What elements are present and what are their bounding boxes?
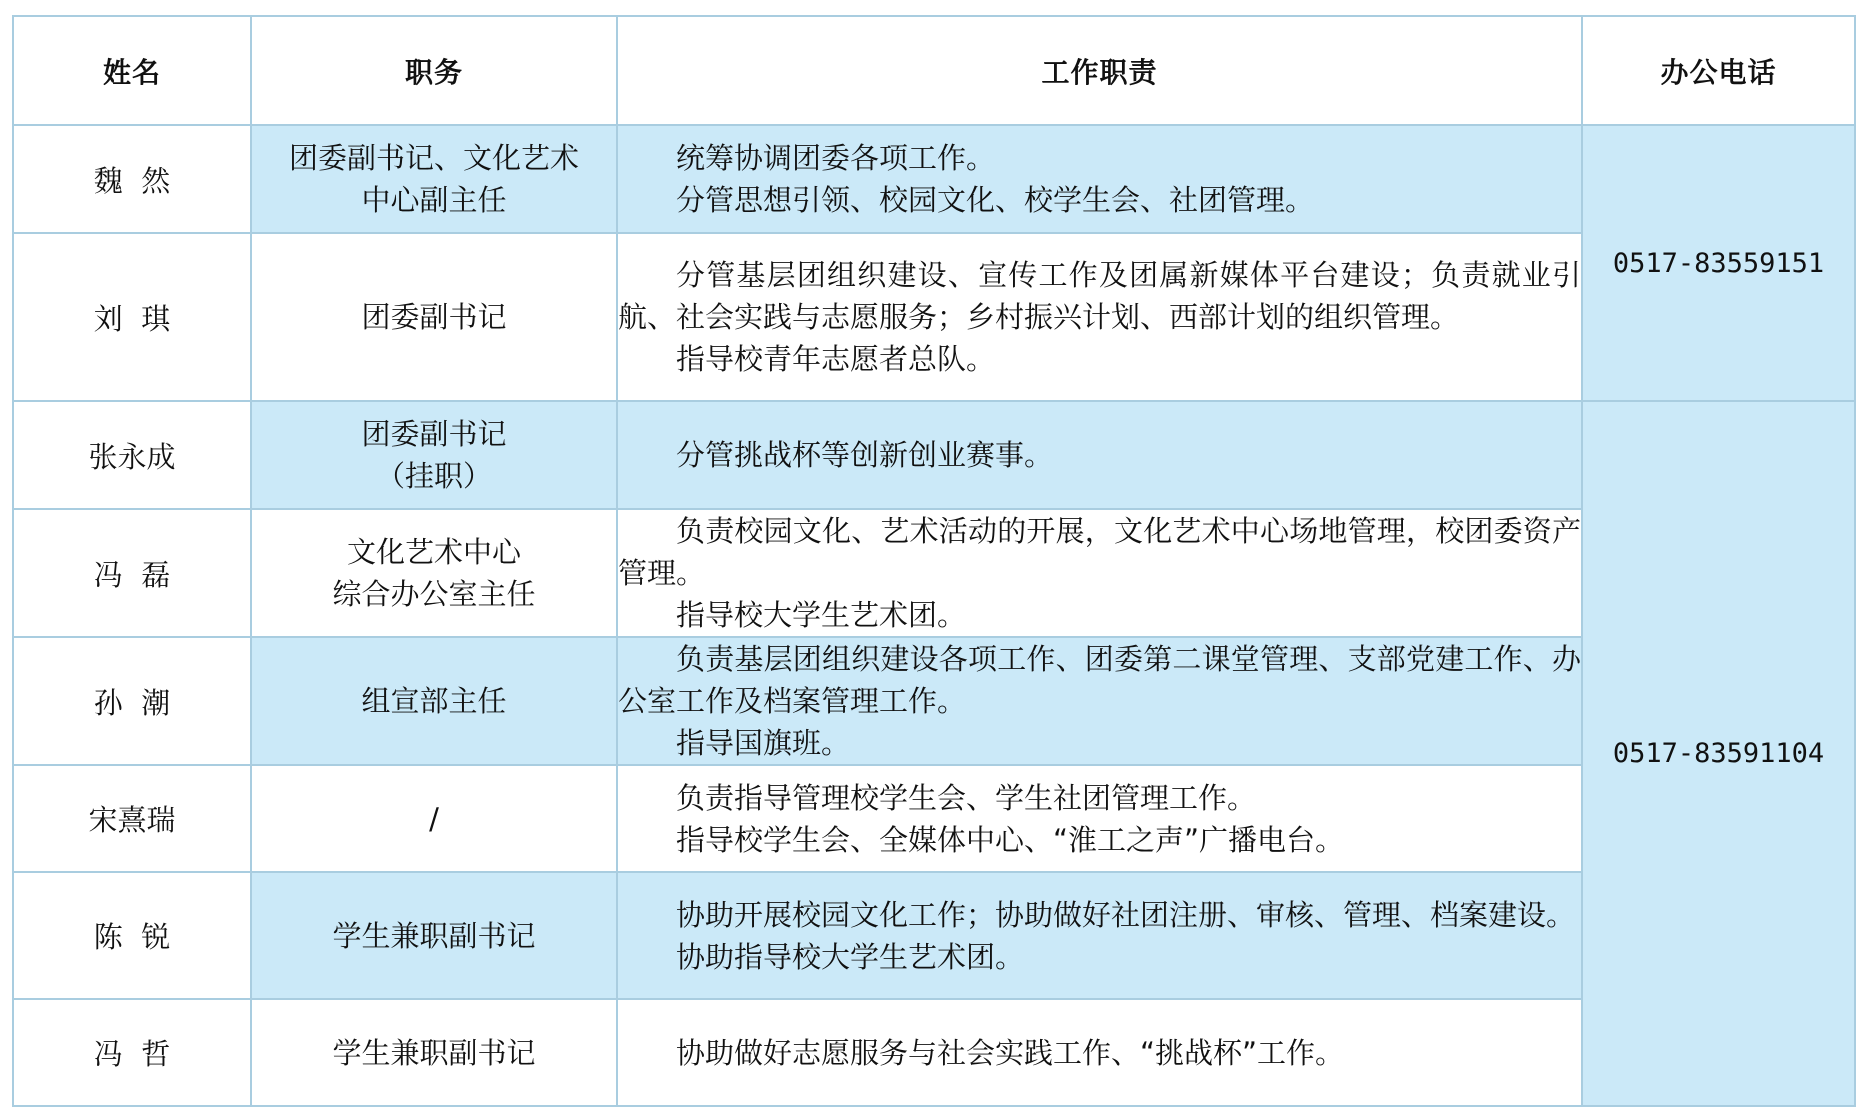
office-phone: 0517-83559151 (1582, 125, 1855, 401)
staff-position (251, 765, 617, 872)
header-position: 职务 (251, 16, 617, 125)
staff-duties-table (12, 15, 1856, 1107)
position-line: 组宣部主任 (361, 684, 507, 718)
staff-duties (617, 509, 1582, 637)
staff-position (251, 872, 617, 999)
table-row (13, 872, 1855, 999)
header-phone: 办公电话 (1582, 16, 1855, 125)
duty-paragraph: 指导校学生会、全媒体中心、“淮工之声”广播电台。 (676, 822, 1345, 857)
staff-position (251, 509, 617, 637)
table-row (13, 233, 1855, 401)
position-line: 中心副主任 (361, 183, 507, 217)
header-row (13, 16, 1855, 125)
table-row (13, 637, 1855, 765)
staff-duties (617, 401, 1582, 509)
staff-duties (617, 872, 1582, 999)
staff-duties (617, 637, 1582, 765)
staff-name: 孙 潮 (13, 637, 251, 765)
table-row (13, 401, 1855, 509)
table-row (13, 765, 1855, 872)
staff-position (251, 637, 617, 765)
duty-paragraph: 协助指导校大学生艺术团。 (676, 939, 1025, 974)
header-name: 姓名 (13, 16, 251, 125)
duty-paragraph: 协助做好志愿服务与社会实践工作、“挑战杯”工作。 (676, 1035, 1345, 1070)
position-line: 团委副书记、文化艺术 (288, 141, 579, 175)
duty-paragraph: 负责基层团组织建设各项工作、团委第二课堂管理、支部党建工作、办公室工作及档案管理工作。 (618, 642, 1581, 718)
position-line: 文化艺术中心 (346, 535, 521, 569)
header-duties: 工作职责 (617, 16, 1582, 125)
staff-position (251, 125, 617, 233)
duty-paragraph: 分管挑战杯等创新创业赛事。 (676, 438, 1054, 472)
staff-name: 冯 哲 (13, 999, 251, 1106)
staff-position (251, 999, 617, 1106)
position-line: 团委副书记 (361, 417, 507, 451)
position-line: 团委副书记 (361, 300, 507, 334)
staff-name: 魏 然 (13, 125, 251, 233)
duty-paragraph: 分管基层团组织建设、宣传工作及团属新媒体平台建设；负责就业引航、社会实践与志愿服务；乡村振兴计划、西部计划的组织管理。 (618, 258, 1581, 334)
staff-name: 冯 磊 (13, 509, 251, 637)
position-line: / (429, 801, 439, 836)
position-line: 学生兼职副书记 (332, 918, 536, 953)
duty-paragraph: 负责校园文化、艺术活动的开展，文化艺术中心场地管理，校团委资产管理。 (618, 514, 1581, 590)
position-line: 综合办公室主任 (332, 577, 536, 611)
duty-paragraph: 指导校青年志愿者总队。 (676, 342, 996, 376)
table-row (13, 125, 1855, 233)
staff-duties (617, 765, 1582, 872)
staff-position (251, 401, 617, 509)
duty-paragraph: 协助开展校园文化工作；协助做好社团注册、审核、管理、档案建设。 (676, 897, 1576, 932)
staff-duties (617, 125, 1582, 233)
staff-name: 张永成 (13, 401, 251, 509)
duty-paragraph: 负责指导管理校学生会、学生社团管理工作。 (676, 780, 1257, 815)
table-row (13, 999, 1855, 1106)
staff-name: 刘 琪 (13, 233, 251, 401)
duty-paragraph: 分管思想引领、校园文化、校学生会、社团管理。 (676, 183, 1315, 217)
duty-paragraph: 统筹协调团委各项工作。 (676, 141, 996, 175)
staff-name: 宋熹瑞 (13, 765, 251, 872)
position-line: （挂职） (375, 459, 492, 493)
office-phone: 0517-83591104 (1582, 401, 1855, 1106)
table-row (13, 509, 1855, 637)
staff-duties (617, 999, 1582, 1106)
staff-duties (617, 233, 1582, 401)
staff-name: 陈 锐 (13, 872, 251, 999)
duty-paragraph: 指导国旗班。 (676, 726, 851, 760)
position-line: 学生兼职副书记 (332, 1035, 536, 1070)
duty-paragraph: 指导校大学生艺术团。 (676, 598, 967, 632)
staff-position (251, 233, 617, 401)
